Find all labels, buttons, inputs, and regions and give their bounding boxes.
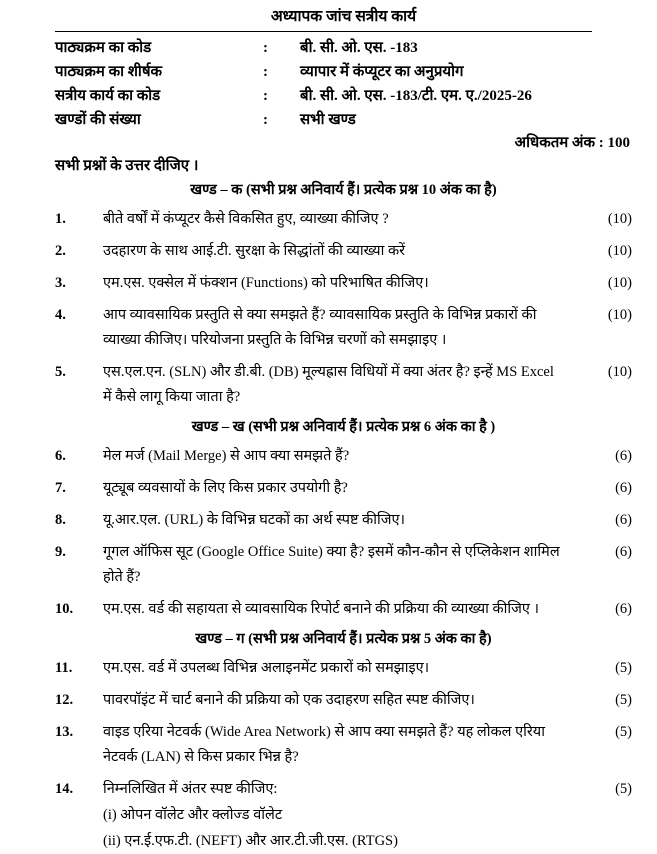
question-text: उदहारण के साथ आई.टी. सुरक्षा के सिद्धांतों की व्याख्या करें	[103, 243, 406, 259]
question-number: 14.	[55, 781, 74, 797]
question-row	[55, 720, 632, 770]
question-row	[55, 688, 632, 713]
question-row	[55, 303, 632, 353]
question-marks: (10)	[607, 243, 632, 259]
meta-separator: :	[263, 40, 268, 56]
question-text: एम.एस. वर्ड में उपलब्ध विभिन्न अलाइनमेंट प्रकारों को समझाइए।	[103, 660, 430, 676]
question-number: 4.	[55, 307, 66, 323]
meta-value: व्यापार में कंप्यूटर का अनुप्रयोग	[300, 64, 464, 80]
question-row	[55, 239, 632, 264]
question-text: एम.एस. एक्सेल में फंक्शन (Functions) को परिभाषित कीजिए।	[103, 275, 429, 291]
question-marks: (10)	[607, 364, 632, 380]
question-marks: (6)	[615, 448, 632, 464]
question-body	[103, 777, 565, 854]
meta-row-course-title	[55, 60, 632, 84]
meta-value: सभी खण्ड	[300, 112, 356, 128]
question-number: 7.	[55, 480, 66, 496]
meta-label: पाठ्यक्रम का कोड	[55, 40, 152, 56]
question-row	[55, 207, 632, 232]
question-number: 9.	[55, 544, 66, 560]
question-number: 1.	[55, 211, 66, 227]
meta-row-course-code	[55, 36, 632, 60]
question-row	[55, 656, 632, 681]
question-sub-item: (ii) एन.ई.एफ.टी. (NEFT) और आर.टी.जी.एस. (RTGS)	[103, 833, 398, 849]
question-row	[55, 271, 632, 296]
max-marks: अधिकतम अंक : 100	[514, 135, 630, 151]
question-marks: (6)	[615, 544, 632, 560]
question-number: 8.	[55, 512, 66, 528]
meta-value: बी. सी. ओ. एस. -183	[300, 40, 418, 56]
question-text: आप व्यावसायिक प्रस्तुति से क्या समझते हैं? व्यावसायिक प्रस्तुति के विभिन्न प्रकारों की व्याख्या कीजिए। परियोजना प्रस्तुति के विभिन्न चरणों को समझाइए ।	[103, 307, 537, 348]
question-marks: (5)	[615, 724, 632, 740]
section-a-heading: खण्ड – क (सभी प्रश्न अनिवार्य हैं। प्रत्येक प्रश्न 10 अंक का है)	[190, 182, 497, 198]
question-text: वाइड एरिया नेटवर्क (Wide Area Network) से आप क्या समझते हैं? यह लोकल एरिया नेटवर्क (LAN) से किस प्रकार भिन्न है?	[103, 724, 545, 765]
question-row	[55, 777, 632, 854]
question-number: 12.	[55, 692, 74, 708]
question-text: यूट्यूब व्यवसायों के लिए किस प्रकार उपयोगी है?	[103, 480, 348, 496]
question-number: 6.	[55, 448, 66, 464]
meta-separator: :	[263, 64, 268, 80]
page-title: अध्यापक जांच सत्रीय कार्य	[270, 8, 417, 25]
question-row	[55, 540, 632, 590]
section-b-heading: खण्ड – ख (सभी प्रश्न अनिवार्य हैं। प्रत्येक प्रश्न 6 अंक का है )	[191, 419, 496, 435]
question-row	[55, 444, 632, 469]
question-marks: (6)	[615, 480, 632, 496]
question-number: 10.	[55, 601, 74, 617]
meta-row-sections-count	[55, 108, 632, 132]
question-marks: (10)	[607, 275, 632, 291]
question-text: मेल मर्ज (Mail Merge) से आप क्या समझते हैं?	[103, 448, 350, 464]
question-number: 5.	[55, 364, 66, 380]
question-sub-item: (i) ओपन वॉलेट और क्लोज्ड वॉलेट	[103, 807, 283, 823]
meta-label: सत्रीय कार्य का कोड	[55, 88, 161, 104]
meta-label: खण्डों की संख्या	[55, 112, 141, 128]
question-text: बीते वर्षों में कंप्यूटर कैसे विकसित हुए, व्याख्या कीजिए ?	[103, 211, 389, 227]
question-text: गूगल ऑफिस सूट (Google Office Suite) क्या है? इसमें कौन-कौन से एप्लिकेशन शामिल होते हैं?	[103, 544, 560, 585]
question-marks: (5)	[615, 781, 632, 797]
question-marks: (5)	[615, 692, 632, 708]
question-marks: (10)	[607, 307, 632, 323]
question-text: एम.एस. वर्ड की सहायता से व्यावसायिक रिपोर्ट बनाने की प्रक्रिया की व्याख्या कीजिए ।	[103, 601, 540, 617]
question-marks: (6)	[615, 601, 632, 617]
question-row	[55, 360, 632, 410]
question-text: निम्नलिखित में अंतर स्पष्ट कीजिए:	[103, 781, 278, 797]
question-marks: (5)	[615, 660, 632, 676]
question-text: एस.एल.एन. (SLN) और डी.बी. (DB) मूल्यह्रास विधियों में क्या अंतर है? इन्हें MS Excel में कैसे लागू किया जाता है?	[103, 364, 554, 405]
question-marks: (6)	[615, 512, 632, 528]
question-marks: (10)	[607, 211, 632, 227]
question-number: 13.	[55, 724, 74, 740]
question-row	[55, 508, 632, 533]
divider	[55, 31, 592, 32]
meta-separator: :	[263, 112, 268, 128]
question-number: 11.	[55, 660, 73, 676]
meta-separator: :	[263, 88, 268, 104]
question-text: यू.आर.एल. (URL) के विभिन्न घटकों का अर्थ स्पष्ट कीजिए।	[103, 512, 405, 528]
question-number: 3.	[55, 275, 66, 291]
meta-label: पाठ्यक्रम का शीर्षक	[55, 64, 163, 80]
meta-value: बी. सी. ओ. एस. -183/टी. एम. ए./2025-26	[300, 88, 532, 104]
question-number: 2.	[55, 243, 66, 259]
question-text: पावरपॉइंट में चार्ट बनाने की प्रक्रिया को एक उदाहरण सहित स्पष्ट कीजिए।	[103, 692, 475, 708]
question-row	[55, 597, 632, 622]
section-c-heading: खण्ड – ग (सभी प्रश्न अनिवार्य हैं। प्रत्येक प्रश्न 5 अंक का है)	[195, 631, 492, 647]
question-row	[55, 476, 632, 501]
meta-row-assignment-code	[55, 84, 632, 108]
instruction: सभी प्रश्नों के उत्तर दीजिए ।	[55, 158, 199, 174]
